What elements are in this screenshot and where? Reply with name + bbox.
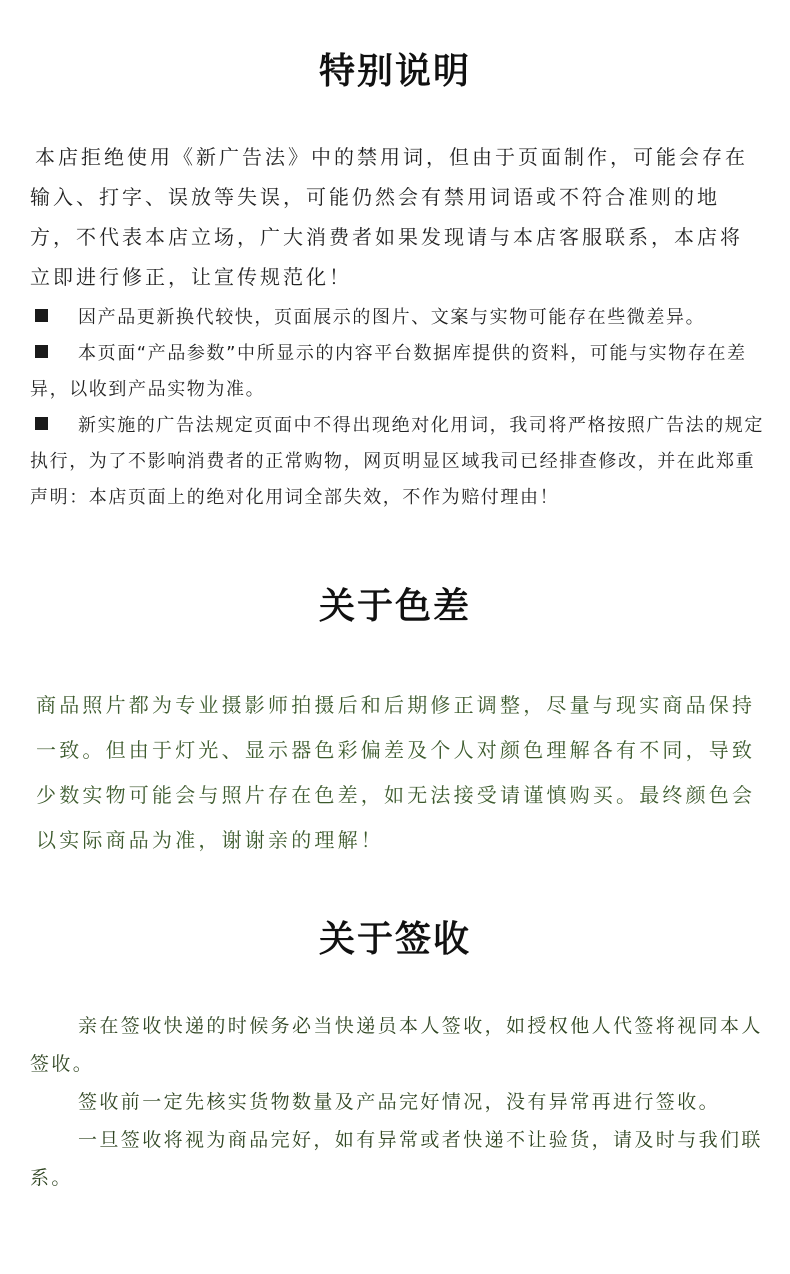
color-diff-paragraph: 商品照片都为专业摄影师拍摄后和后期修正调整，尽量与现实商品保持一致。但由于灯光、显示器色彩偏差及个人对颜色理解各有不同，导致少数实物可能会与照片存在色差，如无法接受请谨慎购买。最终颜色会以实际商品为准，谢谢亲的理解！: [36, 693, 756, 852]
receipt-paragraph: 亲在签收快递的时候务必当快递员本人签收，如授权他人代签将视同本人签收。: [30, 1015, 763, 1075]
notice-bullet-item: [30, 300, 765, 336]
notice-bullet-list: [30, 300, 765, 516]
receipt-paragraph: 一旦签收将视为商品完好，如有异常或者快递不让验货，请及时与我们联系。: [30, 1129, 763, 1189]
receipt-title: 关于签收: [318, 919, 471, 960]
notice-bullet-item: [30, 408, 765, 516]
color-diff-title: 关于色差: [318, 586, 471, 627]
receipt-body: [30, 1007, 765, 1197]
square-bullet-icon: [35, 345, 48, 358]
notice-paragraph: 本店拒绝使用《新广告法》中的禁用词，但由于页面制作，可能会存在输入、打字、误放等失误，可能仍然会有禁用词语或不符合准则的地方，不代表本店立场，广大消费者如果发现请与本店客服联系，本店将立即进行修正，让宣传规范化！: [30, 145, 748, 289]
notice-bullet-text: 因产品更新换代较快，页面展示的图片、文案与实物可能存在些微差异。: [78, 307, 706, 328]
notice-bullet-text: 新实施的广告法规定页面中不得出现绝对化用词，我司将严格按照广告法的规定执行，为了不影响消费者的正常购物，网页明显区域我司已经排查修改，并在此郑重声明：本店页面上的绝对化用词全部失效，不作为赔付理由！: [30, 415, 764, 508]
square-bullet-icon: [35, 417, 48, 430]
receipt-paragraph: 签收前一定先核实货物数量及产品完好情况，没有异常再进行签收。: [78, 1091, 721, 1113]
square-bullet-icon: [35, 309, 48, 322]
notice-title: 特别说明: [318, 51, 471, 92]
notice-bullet-item: [30, 336, 765, 408]
notice-bullet-text: 本页面“产品参数”中所显示的内容平台数据库提供的资料，可能与实物存在差异，以收到产品实物为准。: [30, 343, 747, 400]
